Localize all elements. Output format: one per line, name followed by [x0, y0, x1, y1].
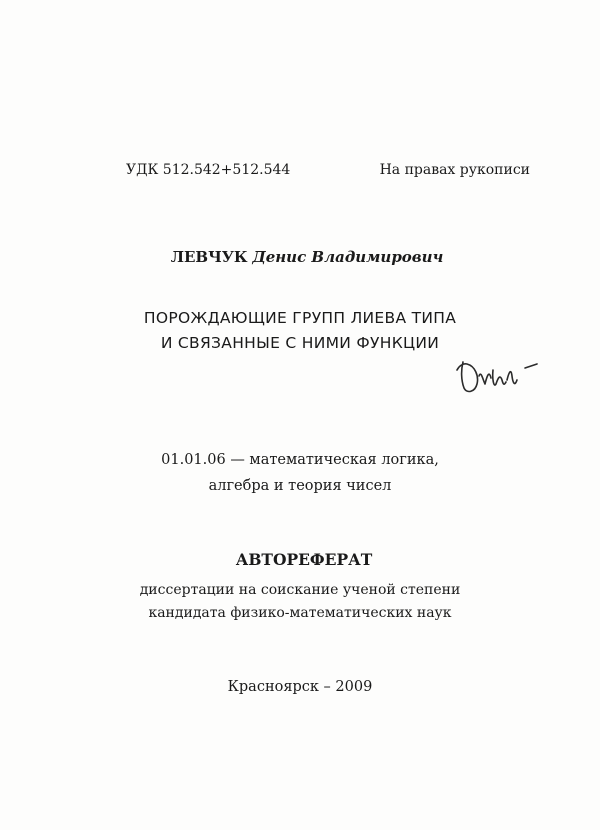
author-name: [0, 248, 600, 266]
dissertation-title-line-2: И СВЯЗАННЫЕ С НИМИ ФУНКЦИИ: [160, 334, 440, 352]
degree-line-1: диссертации на соискание ученой степени: [139, 582, 461, 598]
author-given-names: Денис Владимирович: [252, 248, 444, 266]
author-surname: ЛЕВЧУК: [170, 248, 248, 266]
handwritten-signature: [455, 350, 550, 400]
specialty-line-2: алгебра и теория чисел: [208, 478, 392, 494]
dissertation-title-line-1: ПОРОЖДАЮЩИЕ ГРУПП ЛИЕВА ТИПА: [143, 309, 457, 327]
degree-line-2: кандидата физико-математических наук: [148, 605, 452, 621]
manuscript-rights-note: На правах рукописи: [379, 162, 530, 178]
abstract-heading: АВТОРЕФЕРАТ: [235, 550, 373, 569]
specialty-line-1: 01.01.06 — математическая логика,: [161, 452, 439, 468]
udk-code: УДК 512.542+512.544: [126, 162, 291, 178]
city-year: Красноярск – 2009: [227, 679, 373, 695]
